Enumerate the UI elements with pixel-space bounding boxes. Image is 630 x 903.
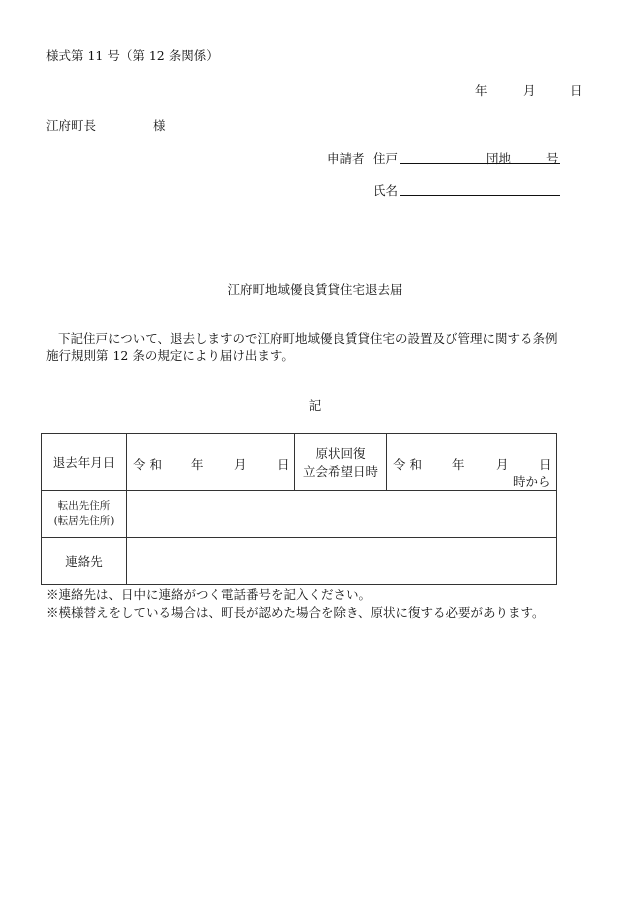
name-field[interactable] <box>400 181 560 196</box>
move-out-reiwa: 令 和 <box>133 457 162 472</box>
restore-inspection-cell[interactable] <box>387 434 557 491</box>
name-label: 氏名 <box>373 183 399 198</box>
address-field[interactable] <box>400 149 560 164</box>
addressee-honorific: 様 <box>153 118 166 133</box>
move-out-date-label: 退去年月日 <box>42 434 127 491</box>
contact-label: 連絡先 <box>42 538 127 585</box>
new-address-cell[interactable] <box>127 491 557 538</box>
move-out-date-cell[interactable] <box>127 434 295 491</box>
address-label: 住戸 <box>373 151 399 166</box>
document-title: 江府町地域優良賃貸住宅退去届 <box>227 282 403 297</box>
body-line-1: 下記住戸について、退去しますので江府町地域優良賃貸住宅の設置及び管理に関する条例 <box>58 331 558 346</box>
ki-heading: 記 <box>308 398 322 413</box>
note-2: ※模様替えをしている場合は、町長が認めた場合を除き、原状に復する必要があります。 <box>46 605 545 620</box>
form-number: 様式第 11 号（第 12 条関係） <box>46 48 219 63</box>
new-address-label-2: (転居先住所) <box>53 515 115 527</box>
restore-from-time: 時から <box>513 474 551 489</box>
date-month: 月 <box>523 83 536 98</box>
notice-table <box>41 433 557 585</box>
addressee-name: 江府町長 <box>46 118 97 133</box>
date-year: 年 <box>475 83 488 98</box>
move-out-month: 月 <box>234 457 247 472</box>
body-line-2: 施行規則第 12 条の規定により届け出ます。 <box>46 348 294 363</box>
applicant-label: 申請者 <box>327 151 365 166</box>
note-1: ※連絡先は、日中に連絡がつく電話番号を記入ください。 <box>46 587 372 602</box>
move-out-year: 年 <box>191 457 204 472</box>
restore-label-line-2: 立会希望日時 <box>302 464 378 479</box>
new-address-label <box>42 491 127 538</box>
restore-reiwa: 令 和 <box>393 457 422 472</box>
restore-inspection-label <box>295 434 387 491</box>
contact-cell[interactable] <box>127 538 557 585</box>
move-out-day: 日 <box>277 457 290 472</box>
restore-day: 日 <box>539 457 552 472</box>
restore-label-line-1: 原状回復 <box>315 446 366 461</box>
gou-label: 号 <box>546 151 559 166</box>
restore-year: 年 <box>452 457 465 472</box>
danchi-label: 団地 <box>486 151 512 166</box>
date-day: 日 <box>570 83 583 98</box>
new-address-label-1: 転出先住所 <box>57 500 111 512</box>
restore-month: 月 <box>496 457 509 472</box>
